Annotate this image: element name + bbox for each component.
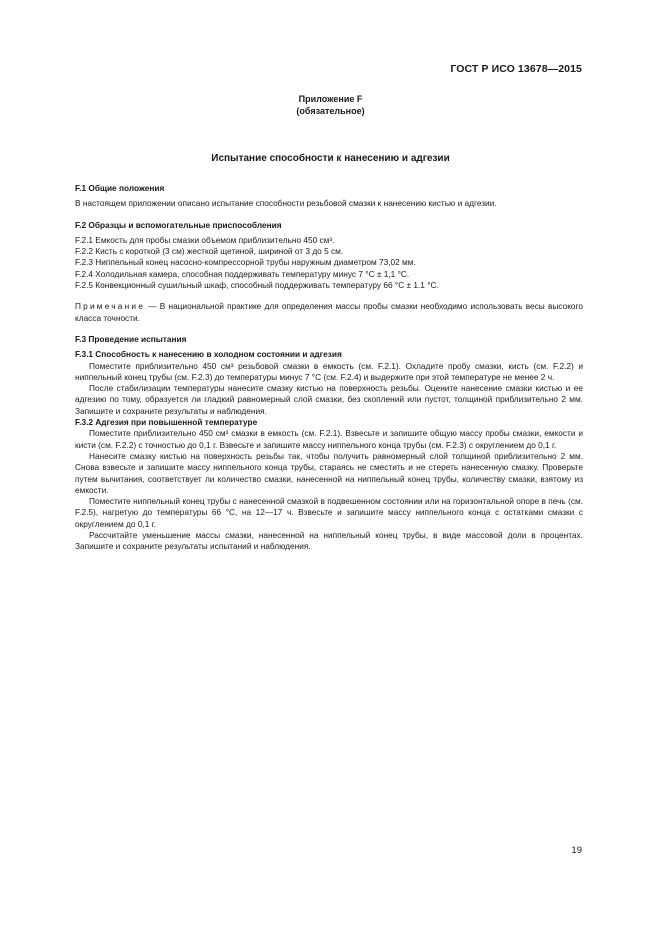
list-item: F.2.5 Конвекционный сушильный шкаф, способный поддерживать температуру 66 °С ± 1.1 °С. [75,280,439,291]
note [75,301,583,324]
section-f31-heading: F.3.1 Способность к нанесению в холодном состоянии и адгезия [75,349,342,360]
section-f1-text: В настоящем приложении описано испытание способности резьбовой смазки к нанесению кистью и адгезии. [75,198,497,209]
note-label: Примечание [75,301,146,312]
note-text: — В национальной практике для определения массы пробы смазки необходимо использовать весы высокого класса точности. [75,301,583,323]
paragraph: Поместите приблизительно 450 см³ смазки в емкость (см. F.2.1). Взвесьте и запишите общую массу пробы смазки, емкости и кисти (см. F.2.2) с точностью до 0,1 г. Взвесьте и запишите массу ниппельного конца трубы (см. F.2.3) с округлением до 0,1 г. [75,428,583,450]
appendix-subtitle: (обязательное) [296,106,365,116]
paragraph: После стабилизации температуры нанесите смазку кистью на поверхность резьбы. Оцените нанесение смазки кистью и ее адгезию по тому, образуется ли гладкий равномерный слой смазки, без скоплений или пустот, толщиной приблизительно 2 мм. Запишите и сохраните результаты и наблюдения. [75,383,583,416]
section-f3-heading: F.3 Проведение испытания [75,333,187,344]
standard-header: ГОСТ Р ИСО 13678—2015 [450,63,582,75]
page-number: 19 [571,845,582,856]
section-f2-heading: F.2 Образцы и вспомогательные приспособления [75,219,282,230]
paragraph: Нанесите смазку кистью на поверхность резьбы так, чтобы получить равномерный слой толщиной приблизительно 2 мм. Снова взвесьте и запишите массу ниппельного конца трубы, стараясь не сместить и не стереть нанесенную смазку. Проверьте путем вычитания, соответствует ли количество смазки, нанесенной на ниппельный конец трубы, количеству смазки, взятому из емкости. [75,450,583,495]
appendix-title: Приложение F [298,94,363,104]
document-title: Испытание способности к нанесению и адгезии [211,153,450,164]
paragraph: Поместите ниппельный конец трубы с нанесенной смазкой в подвешенном состоянии или на горизонтальной опоре в печь (см. F.2.5), нагретую до температуры 66 °С, на 12—17 ч. Взвесьте и запишите массу ниппельного конца с остатками смазки с округлением до 0,1 г. [75,496,583,529]
document-body [75,183,583,553]
section-f1-heading: F.1 Общие положения [75,183,165,193]
paragraph: Поместите приблизительно 450 см³ резьбовой смазки в емкость (см. F.2.1). Охладите пробу смазки, кисть (см. F.2.2) и ниппельный конец трубы (см. F.2.3) до температуры минус 7 °С (см. F.2.4) и выдержите при этой температуре не менее 2 ч. [75,360,583,382]
list-item: F.2.3 Ниппельный конец насосно-компрессорной трубы наружным диаметром 73,02 мм. [75,257,416,268]
list-item: F.2.4 Холодильная камера, способная поддерживать температуру минус 7 °С ± 1,1 °С. [75,268,410,279]
appendix-heading [0,93,661,117]
list-item: F.2.2 Кисть с короткой (3 см) жесткой щетиной, шириной от 3 до 5 см. [75,246,344,257]
section-f32-heading: F.3.2 Адгезия при повышенной температуре [75,417,258,428]
paragraph: Рассчитайте уменьшение массы смазки, нанесенной на ниппельный конец трубы, в виде массовой доли в процентах. Запишите и сохраните результаты испытаний и наблюдения. [75,530,583,552]
list-item: F.2.1 Емкость для пробы смазки объемом приблизительно 450 см³. [75,234,335,245]
